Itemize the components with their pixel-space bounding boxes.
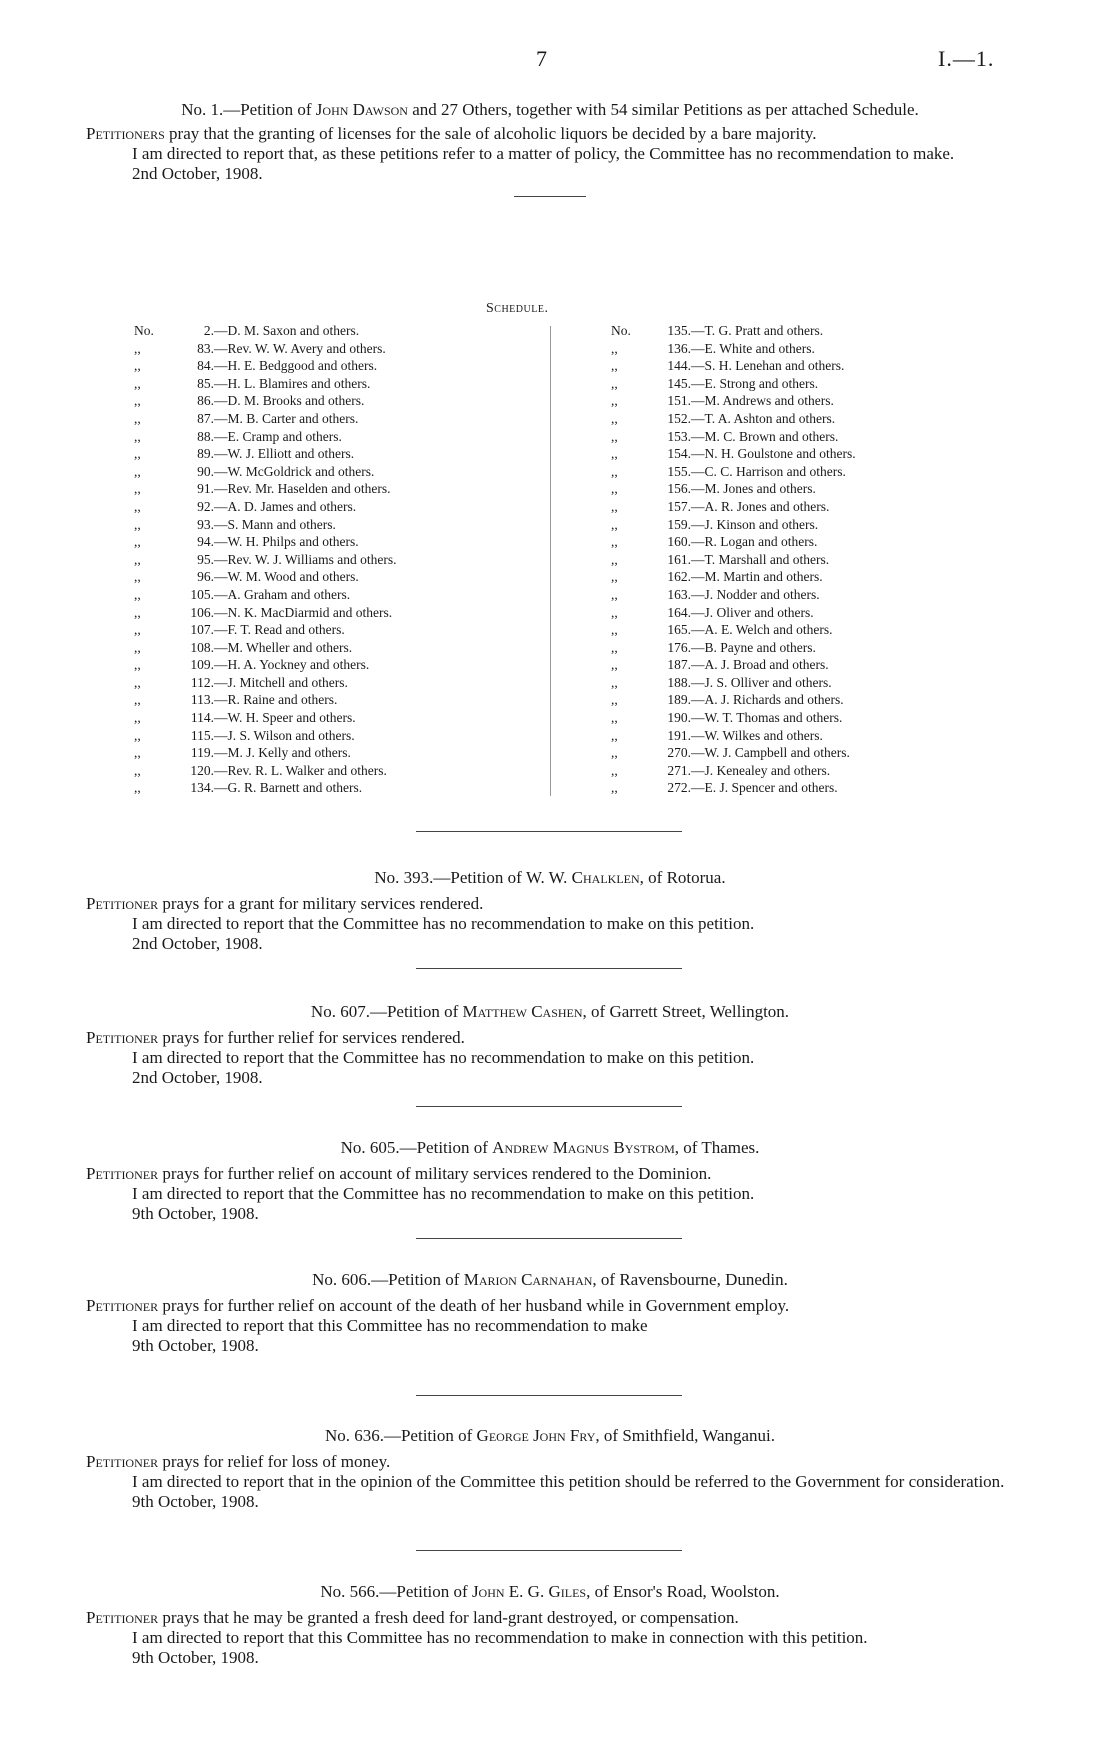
schedule-entry-prefix: ,,	[134, 745, 141, 761]
divider	[416, 1550, 682, 1551]
schedule-entry-text: —J. Mitchell and others.	[214, 674, 348, 690]
schedule-entry	[611, 410, 941, 428]
schedule-entry-text: —M. J. Kelly and others.	[214, 745, 351, 761]
schedule-entry-text: —M. Jones and others.	[691, 481, 816, 497]
schedule-entry-number: 153.	[667, 428, 691, 444]
schedule-entry-prefix: ,,	[134, 710, 141, 726]
schedule-entry	[611, 639, 941, 657]
schedule-entry-prefix: ,,	[134, 410, 141, 426]
schedule-entry-number: 188.	[667, 674, 691, 690]
schedule-entry-text: —W. H. Philps and others.	[214, 534, 359, 550]
schedule-entry	[134, 516, 534, 534]
schedule-entry	[134, 604, 534, 622]
schedule-entry	[134, 533, 534, 551]
schedule-entry	[134, 674, 534, 692]
schedule-entry	[134, 656, 534, 674]
schedule-entry-text: —R. Logan and others.	[691, 534, 818, 550]
schedule-entry	[611, 779, 941, 797]
petition-prayer: Petitioner prays for relief for loss of money.	[86, 1452, 391, 1471]
schedule-entry-number: 159.	[667, 516, 691, 532]
schedule-entry	[134, 428, 534, 446]
schedule-entry	[134, 375, 534, 393]
schedule-entry-number: 165.	[667, 622, 691, 638]
schedule-entry	[134, 480, 534, 498]
schedule-entry-text: —W. T. Thomas and others.	[691, 710, 843, 726]
schedule-entry	[611, 604, 941, 622]
schedule-entry-number: 134.	[190, 780, 214, 796]
schedule-entry-number: 187.	[667, 657, 691, 673]
petition-heading: No. 566.—Petition of John E. G. Giles, of Ensor's Road, Woolston.	[320, 1582, 780, 1601]
schedule-entry	[134, 709, 534, 727]
petition-report: I am directed to report that this Committee has no recommendation to make in connection with this petition.	[132, 1628, 868, 1647]
schedule-entry-prefix: ,,	[611, 340, 618, 356]
petition-report: I am directed to report that this Committee has no recommendation to make	[132, 1316, 648, 1335]
schedule-entry	[134, 744, 534, 762]
schedule-entry-prefix: ,,	[134, 358, 141, 374]
schedule-entry-prefix: ,,	[611, 428, 618, 444]
schedule-entry-number: 119.	[190, 745, 214, 761]
schedule-entry-text: —J. S. Olliver and others.	[691, 674, 832, 690]
schedule-entry	[611, 340, 941, 358]
schedule-entry-prefix: ,,	[134, 393, 141, 409]
schedule-entry-text: —A. R. Jones and others.	[691, 498, 830, 514]
schedule-entry-text: —W. J. Elliott and others.	[214, 446, 355, 462]
petition-report: I am directed to report that the Committee has no recommendation to make on this petition.	[132, 1184, 755, 1203]
schedule-entry-text: —W. H. Speer and others.	[214, 710, 356, 726]
schedule-entry-prefix: ,,	[611, 674, 618, 690]
schedule-entry-number: 2.	[203, 323, 214, 338]
schedule-entry-text: —M. Wheller and others.	[214, 639, 353, 655]
schedule-entry-prefix: ,,	[134, 463, 141, 479]
schedule-entry-number: 94.	[197, 534, 214, 550]
schedule-entry-text: —A. J. Broad and others.	[691, 657, 829, 673]
schedule-entry-number: 91.	[197, 481, 214, 497]
divider	[514, 196, 586, 197]
petition-1-heading: No. 1.—Petition of John Dawson and 27 Others, together with 54 similar Petitions as per attached Schedule.	[181, 100, 919, 119]
schedule-entry-text: —J. Oliver and others.	[691, 604, 814, 620]
schedule-entry-number: 272.	[667, 780, 691, 796]
schedule-entry-text: —S. Mann and others.	[214, 516, 336, 532]
schedule-entry-text: —A. D. James and others.	[214, 498, 357, 514]
schedule-entry-prefix: ,,	[134, 534, 141, 550]
schedule-entry-text: —E. Strong and others.	[691, 375, 819, 391]
schedule-entry-number: 113.	[190, 692, 214, 708]
schedule-entry-number: 86.	[197, 393, 214, 409]
petitioner-name: Andrew Magnus Bystrom	[492, 1138, 675, 1157]
schedule-entry-text: —B. Payne and others.	[691, 639, 816, 655]
schedule-divider	[550, 326, 551, 796]
schedule-entry	[134, 727, 534, 745]
schedule-entry-text: —W. M. Wood and others.	[214, 569, 359, 585]
schedule-entry-text: —Rev. W. J. Williams and others.	[214, 551, 397, 567]
schedule-entry-prefix: ,,	[134, 727, 141, 743]
schedule-entry-number: 190.	[667, 710, 691, 726]
petitioner-name: Matthew Cashen	[462, 1002, 583, 1021]
schedule-entry-text: —H. L. Blamires and others.	[214, 375, 371, 391]
schedule-entry-number: 88.	[197, 428, 214, 444]
schedule-entry-number: 145.	[667, 375, 691, 391]
schedule-entry-number: 105.	[190, 586, 214, 602]
schedule-entry-prefix: ,,	[134, 692, 141, 708]
schedule-entry-prefix: ,,	[611, 481, 618, 497]
schedule-left-column	[134, 322, 534, 797]
schedule-entry	[611, 357, 941, 375]
divider	[416, 1238, 682, 1239]
schedule-entry-prefix: ,,	[611, 516, 618, 532]
schedule-entry-number: 84.	[197, 358, 214, 374]
schedule-entry-prefix: ,,	[611, 551, 618, 567]
schedule-entry-prefix: ,,	[134, 604, 141, 620]
schedule-entry-number: 154.	[667, 446, 691, 462]
schedule-entry-prefix: ,,	[611, 446, 618, 462]
schedule-entry-text: —D. M. Saxon and others.	[214, 323, 360, 338]
schedule-entry-prefix: ,,	[611, 604, 618, 620]
schedule-entry-number: 136.	[667, 340, 691, 356]
schedule-entry-text: —J. Kinson and others.	[691, 516, 819, 532]
schedule-entry	[134, 639, 534, 657]
schedule-entry-prefix: ,,	[611, 358, 618, 374]
schedule-entry-prefix: ,,	[611, 692, 618, 708]
schedule-entry-text: —A. Graham and others.	[214, 586, 351, 602]
schedule-entry	[134, 322, 534, 340]
schedule-entry-text: —J. Nodder and others.	[691, 586, 820, 602]
schedule-entry-text: —E. White and others.	[691, 340, 815, 356]
schedule-entry	[611, 656, 941, 674]
schedule-entry-number: 83.	[197, 340, 214, 356]
schedule-entry-prefix: ,,	[611, 762, 618, 778]
petitioner-name: Marion Carnahan	[463, 1270, 593, 1289]
petition-report: I am directed to report that the Committee has no recommendation to make on this petition.	[132, 1048, 755, 1067]
petitioner-name: John Dawson	[315, 100, 408, 119]
schedule-entry-prefix: ,,	[611, 393, 618, 409]
schedule-entry-number: 120.	[190, 762, 214, 778]
schedule-entry-prefix: ,,	[134, 674, 141, 690]
petition-report: I am directed to report that in the opinion of the Committee this petition should be referred to the Government for consideration.	[132, 1472, 1005, 1491]
schedule-entry-text: —D. M. Brooks and others.	[214, 393, 365, 409]
schedule-entry-number: 109.	[190, 657, 214, 673]
schedule-entry	[134, 621, 534, 639]
petition-heading: No. 393.—Petition of W. W. Chalklen, of Rotorua.	[374, 868, 726, 887]
schedule-entry	[611, 586, 941, 604]
petition-date: 9th October, 1908.	[132, 1204, 259, 1223]
schedule-entry	[611, 621, 941, 639]
schedule-entry-prefix: ,,	[611, 498, 618, 514]
schedule-entry-text: —C. C. Harrison and others.	[691, 463, 846, 479]
schedule-entry-prefix: ,,	[611, 463, 618, 479]
schedule-entry	[611, 498, 941, 516]
petitioner-name: W. W. Chalklen	[526, 868, 640, 887]
petition-heading: No. 636.—Petition of George John Fry, of Smithfield, Wanganui.	[324, 1426, 776, 1445]
schedule-entry-text: —M. Martin and others.	[691, 569, 823, 585]
schedule-entry-text: —T. G. Pratt and others.	[691, 323, 824, 338]
schedule-entry-prefix: ,,	[611, 780, 618, 796]
schedule-entry	[611, 445, 941, 463]
schedule-entry-number: 92.	[197, 498, 214, 514]
page-reference: I.—1.	[938, 46, 995, 71]
schedule-entry-number: 95.	[197, 551, 214, 567]
schedule-entry-text: —Rev. W. W. Avery and others.	[214, 340, 386, 356]
schedule-entry-number: 85.	[197, 375, 214, 391]
petitioner-name: George John Fry	[476, 1426, 596, 1445]
schedule-entry	[611, 375, 941, 393]
petition-prayer: Petitioner prays that he may be granted a fresh deed for land-grant destroyed, or compensation.	[86, 1608, 739, 1627]
schedule-entry-number: 163.	[667, 586, 691, 602]
schedule-entry	[611, 674, 941, 692]
petition-1-date: 2nd October, 1908.	[132, 164, 263, 183]
schedule-entry-prefix: ,,	[134, 762, 141, 778]
schedule-entry-prefix: ,,	[134, 639, 141, 655]
schedule-entry-number: 106.	[190, 604, 214, 620]
schedule-entry-prefix: ,,	[134, 516, 141, 532]
schedule-entry-text: —H. E. Bedggood and others.	[214, 358, 378, 374]
schedule-entry	[611, 516, 941, 534]
divider	[416, 1395, 682, 1396]
petition-heading: No. 607.—Petition of Matthew Cashen, of Garrett Street, Wellington.	[310, 1002, 790, 1021]
schedule-entry-text: —M. Andrews and others.	[691, 393, 834, 409]
schedule-entry-prefix: ,,	[134, 657, 141, 673]
schedule-entry-prefix: ,,	[134, 622, 141, 638]
schedule-entry-number: 270.	[667, 745, 691, 761]
schedule-entry-prefix: ,,	[611, 639, 618, 655]
schedule-entry	[134, 762, 534, 780]
petition-566	[86, 1582, 1014, 1668]
petition-prayer: Petitioner prays for a grant for military services rendered.	[86, 894, 484, 913]
schedule-entry	[611, 744, 941, 762]
schedule-entry	[134, 498, 534, 516]
schedule-entry-number: 162.	[667, 569, 691, 585]
schedule-entry	[611, 392, 941, 410]
schedule-entry-number: 161.	[667, 551, 691, 567]
schedule-entry-text: —R. Raine and others.	[214, 692, 338, 708]
schedule-entry	[611, 691, 941, 709]
schedule-entry-number: 176.	[667, 639, 691, 655]
schedule-entry-text: —A. J. Richards and others.	[691, 692, 844, 708]
schedule-entry-prefix: ,,	[611, 375, 618, 391]
schedule-entry-prefix: ,,	[134, 446, 141, 462]
schedule-entry	[134, 463, 534, 481]
schedule-entry	[611, 533, 941, 551]
schedule-entry-prefix: ,,	[611, 534, 618, 550]
petition-606	[86, 1270, 1014, 1356]
schedule-entry-text: —M. B. Carter and others.	[214, 410, 359, 426]
schedule-entry-text: —J. Kenealey and others.	[691, 762, 831, 778]
schedule-entry-text: —F. T. Read and others.	[214, 622, 345, 638]
petition-date: 2nd October, 1908.	[132, 934, 263, 953]
schedule-entry	[611, 762, 941, 780]
page-number: 7	[536, 46, 547, 71]
schedule-entry-number: 160.	[667, 534, 691, 550]
schedule-entry-prefix: No.	[611, 323, 631, 338]
schedule-entry-prefix: ,,	[134, 375, 141, 391]
petition-prayer: Petitioner prays for further relief on account of the death of her husband while in Government employ.	[86, 1296, 790, 1315]
schedule-entry-prefix: ,,	[134, 498, 141, 514]
schedule-entry-number: 96.	[197, 569, 214, 585]
schedule-entry	[134, 357, 534, 375]
schedule-entry	[134, 340, 534, 358]
schedule-entry-prefix: No.	[134, 323, 154, 338]
schedule-entry-number: 107.	[190, 622, 214, 638]
petition-date: 2nd October, 1908.	[132, 1068, 263, 1087]
schedule-entry	[134, 551, 534, 569]
schedule-entry-prefix: ,,	[611, 622, 618, 638]
petition-393	[86, 868, 1014, 954]
petition-report: I am directed to report that the Committee has no recommendation to make on this petition.	[132, 914, 755, 933]
schedule-entry	[134, 392, 534, 410]
petition-1	[86, 100, 1014, 197]
schedule-entry-prefix: ,,	[134, 586, 141, 602]
schedule-entry-number: 152.	[667, 410, 691, 426]
schedule-entry	[611, 551, 941, 569]
schedule-entry-number: 108.	[190, 639, 214, 655]
schedule-entry	[611, 727, 941, 745]
schedule-entry-prefix: ,,	[134, 780, 141, 796]
petition-605	[86, 1138, 1014, 1224]
schedule-entry	[611, 322, 941, 340]
schedule-entry-prefix: ,,	[134, 481, 141, 497]
schedule-entry-prefix: ,,	[134, 551, 141, 567]
schedule-entry	[611, 709, 941, 727]
schedule-entry-number: 144.	[667, 358, 691, 374]
schedule-entry-prefix: ,,	[611, 710, 618, 726]
schedule-entry-number: 112.	[190, 674, 214, 690]
divider	[416, 831, 682, 832]
schedule-entry	[134, 410, 534, 428]
schedule-entry-number: 87.	[197, 410, 214, 426]
petition-date: 9th October, 1908.	[132, 1648, 259, 1667]
petition-607	[86, 1002, 1014, 1088]
schedule-entry	[134, 586, 534, 604]
petition-636	[86, 1426, 1014, 1512]
schedule-entry-text: —A. E. Welch and others.	[691, 622, 833, 638]
schedule-entry-text: —W. McGoldrick and others.	[214, 463, 375, 479]
schedule-entry-text: —E. J. Spencer and others.	[691, 780, 838, 796]
schedule-entry-text: —Rev. R. L. Walker and others.	[214, 762, 387, 778]
schedule-entry-text: —J. S. Wilson and others.	[214, 727, 355, 743]
schedule-entry-prefix: ,,	[134, 428, 141, 444]
schedule-entry	[611, 428, 941, 446]
petition-1-prayer: Petitioners pray that the granting of licenses for the sale of alcoholic liquors be decided by a bare majority.	[86, 124, 817, 143]
schedule-entry	[134, 779, 534, 797]
schedule-entry-number: 135.	[667, 323, 691, 338]
schedule-entry	[611, 463, 941, 481]
divider	[416, 968, 682, 969]
schedule-entry-text: —M. C. Brown and others.	[691, 428, 839, 444]
schedule-entry	[611, 480, 941, 498]
schedule-entry-text: —S. H. Lenehan and others.	[691, 358, 845, 374]
schedule-entry-prefix: ,,	[611, 586, 618, 602]
schedule-entry-number: 164.	[667, 604, 691, 620]
petition-1-report: I am directed to report that, as these petitions refer to a matter of policy, the Committee has no recommendation to make.	[132, 144, 955, 163]
petition-date: 9th October, 1908.	[132, 1492, 259, 1511]
schedule-entry-number: 115.	[190, 727, 214, 743]
schedule-entry-number: 156.	[667, 481, 691, 497]
schedule-entry	[134, 568, 534, 586]
schedule-entry-number: 155.	[667, 463, 691, 479]
petition-prayer: Petitioner prays for further relief on account of military services rendered to the Dominion.	[86, 1164, 712, 1183]
schedule-entry	[611, 568, 941, 586]
schedule-entry-number: 89.	[197, 446, 214, 462]
schedule-entry-text: —T. Marshall and others.	[691, 551, 830, 567]
petition-prayer: Petitioner prays for further relief for services rendered.	[86, 1028, 465, 1047]
schedule-entry-number: 191.	[667, 727, 691, 743]
schedule-entry-text: —T. A. Ashton and others.	[691, 410, 836, 426]
schedule-entry-text: —G. R. Barnett and others.	[214, 780, 363, 796]
petition-date: 9th October, 1908.	[132, 1336, 259, 1355]
schedule-entry-text: —N. K. MacDiarmid and others.	[214, 604, 393, 620]
schedule-right-column	[611, 322, 941, 797]
schedule-entry-number: 114.	[190, 710, 214, 726]
schedule-entry-prefix: ,,	[611, 657, 618, 673]
schedule-entry	[134, 691, 534, 709]
schedule-entry-prefix: ,,	[134, 569, 141, 585]
schedule-entry-text: —E. Cramp and others.	[214, 428, 342, 444]
petition-heading: No. 606.—Petition of Marion Carnahan, of Ravensbourne, Dunedin.	[312, 1270, 788, 1289]
schedule-entry	[134, 445, 534, 463]
schedule-entry-number: 271.	[667, 762, 691, 778]
schedule-entry-prefix: ,,	[611, 410, 618, 426]
schedule-entry-prefix: ,,	[134, 340, 141, 356]
schedule-entry-text: —Rev. Mr. Haselden and others.	[214, 481, 391, 497]
schedule-entry-number: 157.	[667, 498, 691, 514]
schedule-entry-number: 90.	[197, 463, 214, 479]
schedule-entry-prefix: ,,	[611, 727, 618, 743]
schedule-entry-text: —W. J. Campbell and others.	[691, 745, 850, 761]
schedule-entry-text: —N. H. Goulstone and others.	[691, 446, 856, 462]
schedule-entry-prefix: ,,	[611, 569, 618, 585]
schedule-entry-text: —H. A. Yockney and others.	[214, 657, 370, 673]
schedule-entry-text: —W. Wilkes and others.	[691, 727, 823, 743]
schedule-entry-prefix: ,,	[611, 745, 618, 761]
petitioner-name: John E. G. Giles	[471, 1582, 587, 1601]
schedule-entry-number: 189.	[667, 692, 691, 708]
divider	[416, 1106, 682, 1107]
schedule-entry-number: 93.	[197, 516, 214, 532]
petition-heading: No. 605.—Petition of Andrew Magnus Bystrom, of Thames.	[340, 1138, 760, 1157]
schedule-entry-number: 151.	[667, 393, 691, 409]
schedule-title: Schedule.	[486, 301, 549, 316]
